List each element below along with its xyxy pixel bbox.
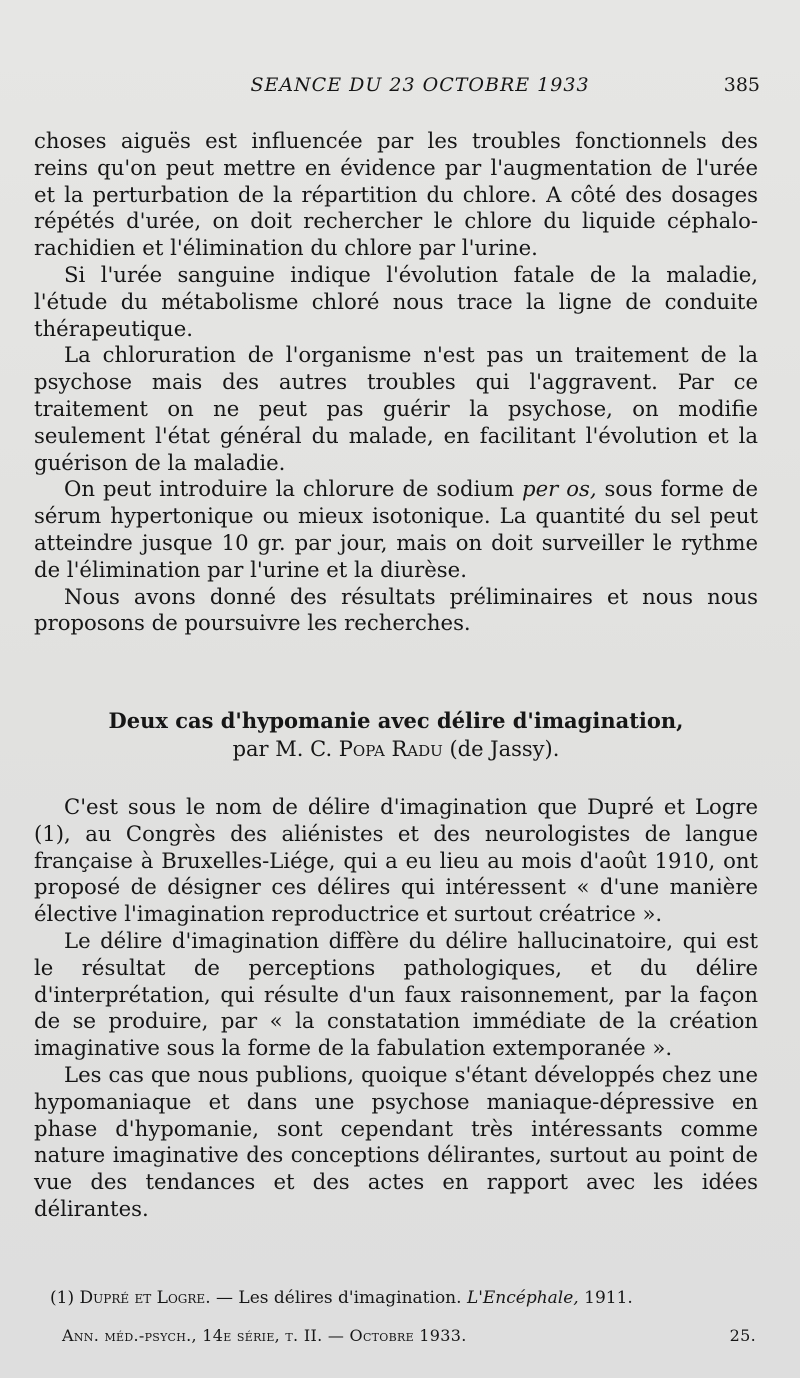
paragraph: C'est sous le nom de délire d'imagination que Dupré et Logre (1), au Congrès des aliénistes et des neurologistes de langue française à Bruxelles-Liége, qui a eu lieu au mois d'août 1910, ont proposé de désigner ces délires qui intéressent « d'une manière élective l'imagination reproductrice et surtout créatrice ». <box>34 794 758 927</box>
running-head-title: SEANCE DU 23 OCTOBRE 1933 <box>250 74 590 96</box>
latin-term: per os, <box>522 476 597 502</box>
paragraph: Si l'urée sanguine indique l'évolution fatale de la maladie, l'étude du métabolisme chloré nous trace la ligne de conduite thérapeutique. <box>34 261 758 341</box>
paragraph: Les cas que nous publions, quoique s'étant développés chez une hypomaniaque et dans une psychose maniaque-dépressive en phase d'hypomanie, sont cependant très intéressants comme nature imaginative des conceptions délirantes, surtout au point de vue des tendances et des actes en rapport avec les idées délirantes. <box>34 1061 758 1221</box>
journal-reference: Ann. méd.-psych., 14e série, t. II. — Octobre 1933. <box>62 1326 467 1345</box>
paragraph: Nous avons donné des résultats préliminaires et nous nous proposons de poursuivre les recherches. <box>34 583 758 636</box>
byline-suffix: (de Jassy). <box>442 737 560 761</box>
paragraph: La chloruration de l'organisme n'est pas un traitement de la psychose mais des autres troubles qui l'aggravent. Par ce traitement on ne peut pas guérir la psychose, on modifie seulement l'état général du malade, en facilitant l'évolution et la guérison de la maladie. <box>34 342 758 475</box>
signature-mark: 25. <box>729 1326 756 1345</box>
running-head <box>30 74 760 104</box>
paragraph-text: sous forme de sérum hypertonique ou mieux isotonique. La quantité du sel peut atteindre jusque 10 gr. par jour, mais on doit surveiller le rythme de l'élimination par l'urine et la diurèse. <box>34 476 759 582</box>
paragraph: choses aiguës est influencée par les troubles fonctionnels des reins qu'on peut mettre en évidence par l'augmentation de l'urée et la perturbation de la répartition du chlore. A côté des dosages répétés d'urée, on doit rechercher le chlore du liquide céphalo-rachidien et l'élimination du chlore par l'urine. <box>34 128 758 261</box>
footnote-authors: Dupré et Logre. <box>79 1288 211 1308</box>
text-block-chloruration <box>34 128 758 637</box>
footnote-marker: (1) <box>50 1288 75 1308</box>
page-footer <box>62 1326 756 1345</box>
paragraph <box>34 476 758 583</box>
article-byline <box>34 735 758 764</box>
footnote-text: — Les délires d'imagination. <box>210 1288 467 1308</box>
paragraph-text: On peut introduire la chlorure de sodium <box>64 476 523 502</box>
paragraph: Le délire d'imagination diffère du délire hallucinatoire, qui est le résultat de perceptions pathologiques, et du délire d'interprétation, qui résulte d'un faux raisonnement, par la façon de se produire, par « la constatation immédiate de la création imaginative sous la forme de la fabulation extemporanée ». <box>34 927 758 1061</box>
footnote <box>50 1287 760 1309</box>
page-number: 385 <box>723 74 760 96</box>
footnote-journal: L'Encéphale, <box>466 1288 579 1308</box>
author-name: Popa Radu <box>338 737 443 761</box>
footnote-year: 1911. <box>578 1288 633 1308</box>
byline-prefix: par M. C. <box>232 737 339 761</box>
section-heading <box>34 706 758 764</box>
article-title: Deux cas d'hypomanie avec délire d'imagination, <box>108 708 684 733</box>
text-block-hypomanie <box>34 794 758 1223</box>
